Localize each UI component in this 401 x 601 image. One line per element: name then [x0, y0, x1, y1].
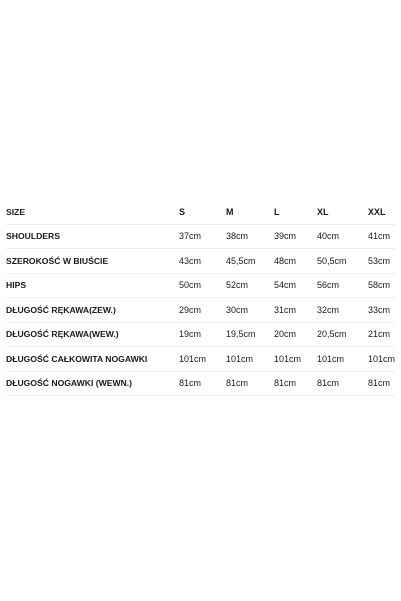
row-label: DŁUGOŚĆ CAŁKOWITA NOGAWKI — [6, 353, 148, 364]
cell-s: 37cm — [179, 231, 202, 242]
cell-m: 101cm — [226, 353, 254, 364]
row-label: DŁUGOŚĆ RĘKAWA(WEW.) — [6, 329, 119, 340]
cell-s: 50cm — [179, 280, 202, 291]
cell-m: 19.5cm — [226, 329, 256, 340]
table-row-leg-total — [6, 347, 395, 372]
cell-m: 38cm — [226, 231, 249, 242]
table-header-row — [6, 200, 395, 225]
cell-m: 45,5cm — [226, 255, 256, 266]
table-row-shoulders — [6, 225, 395, 250]
table-row-hips — [6, 274, 395, 299]
row-label: DŁUGOŚĆ RĘKAWA(ZEW.) — [6, 304, 116, 315]
cell-xl: 20,5cm — [317, 329, 347, 340]
cell-s: 19cm — [179, 329, 202, 340]
table-row-leg-inner — [6, 372, 395, 397]
cell-m: 52cm — [226, 280, 249, 291]
header-l: L — [274, 206, 280, 217]
cell-xxl: 53cm — [368, 255, 391, 266]
cell-xl: 40cm — [317, 231, 340, 242]
header-xl: XL — [317, 206, 329, 217]
cell-l: 48cm — [274, 255, 297, 266]
cell-l: 101cm — [274, 353, 302, 364]
cell-l: 54cm — [274, 280, 297, 291]
row-label: SZEROKOŚĆ W BIUŚCIE — [6, 255, 109, 266]
header-s: S — [179, 206, 186, 217]
cell-xxl: 81cm — [368, 378, 391, 389]
cell-xl: 50,5cm — [317, 255, 347, 266]
cell-xxl: 21cm — [368, 329, 391, 340]
cell-xxl: 33cm — [368, 304, 391, 315]
table-row-sleeve-inner — [6, 323, 395, 348]
cell-xl: 56cm — [317, 280, 340, 291]
cell-l: 81cm — [274, 378, 297, 389]
cell-m: 81cm — [226, 378, 249, 389]
cell-xxl: 41cm — [368, 231, 391, 242]
cell-xl: 101cm — [317, 353, 345, 364]
header-size: SIZE — [6, 206, 26, 217]
table-row-sleeve-outer — [6, 298, 395, 323]
cell-xxl: 101cm — [368, 353, 396, 364]
header-m: M — [226, 206, 234, 217]
header-xxl: XXL — [368, 206, 386, 217]
cell-xl: 32cm — [317, 304, 340, 315]
cell-l: 31cm — [274, 304, 297, 315]
cell-s: 43cm — [179, 255, 202, 266]
cell-l: 20cm — [274, 329, 297, 340]
cell-s: 29cm — [179, 304, 202, 315]
row-label: SHOULDERS — [6, 231, 60, 242]
cell-m: 30cm — [226, 304, 249, 315]
row-label: HIPS — [6, 280, 27, 291]
cell-s: 101cm — [179, 353, 207, 364]
cell-xl: 81cm — [317, 378, 340, 389]
table-row-bust-width — [6, 249, 395, 274]
cell-l: 39cm — [274, 231, 297, 242]
cell-xxl: 58cm — [368, 280, 391, 291]
cell-s: 81cm — [179, 378, 202, 389]
size-chart-table — [6, 200, 395, 396]
row-label: DŁUGOŚĆ NOGAWKI (WEWN.) — [6, 378, 133, 389]
